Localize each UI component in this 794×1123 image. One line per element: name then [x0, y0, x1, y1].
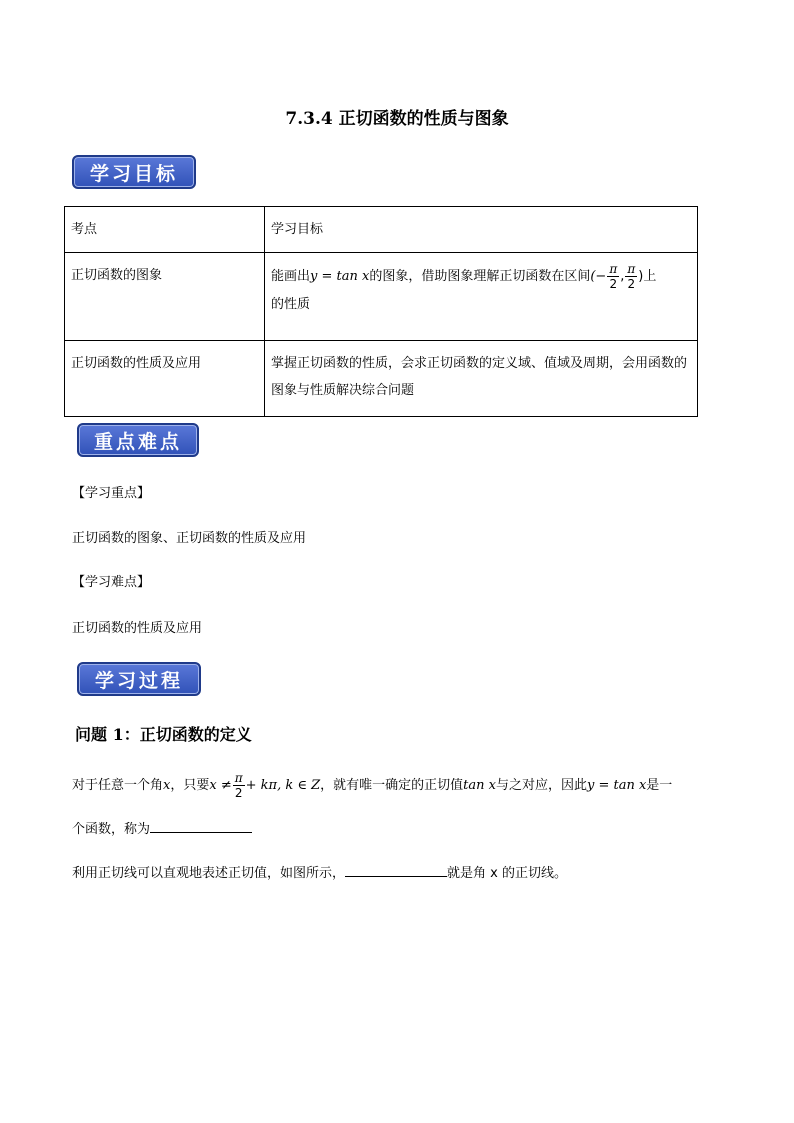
row2-goal: 掌握正切函数的性质，会求正切函数的定义域、值域及周期，会用函数的图象与性质解决综合问题 — [265, 341, 698, 417]
difficulty-text: 正切函数的性质及应用 — [72, 621, 203, 636]
focus-text: 正切函数的图象、正切函数的性质及应用 — [72, 531, 307, 546]
header-topic: 考点 — [65, 207, 265, 253]
goals-table — [64, 206, 698, 417]
math-ytanx: y = tan x — [310, 269, 370, 284]
fraction-pi-over-2: $\frac{\pi}{2}$ — [234, 771, 243, 800]
row2-topic: 正切函数的性质及应用 — [65, 341, 265, 417]
section-badge-process: 学习过程 — [77, 662, 201, 696]
table-row — [65, 341, 698, 417]
fraction-pi-over-2: $\frac{\pi}{2}$ — [627, 262, 636, 291]
section-badge-goals: 学习目标 — [72, 155, 196, 189]
row1-goal: 能画出y = tan x的图象，借助图象理解正切函数在区间(− $\frac{\pi}{2}$ , $\frac{\pi}{2}$ )上 的性质 — [265, 253, 698, 341]
definition-line-2: 个函数，称为 — [72, 818, 252, 837]
row1-topic: 正切函数的图象 — [65, 253, 265, 341]
definition-line-1: 对于任意一个角x，只要x ≠ $\frac{\pi}{2}$ + kπ, k ∈ Z，就有唯一确定的正切值tan x与之对应，因此y = tan x是一 — [72, 771, 673, 800]
fill-in-blank[interactable] — [150, 818, 252, 833]
table-row — [65, 253, 698, 341]
section-badge-key: 重点难点 — [77, 423, 199, 457]
focus-label: 【学习重点】 — [72, 486, 151, 501]
page-title: 7.3.4 正切函数的性质与图象 — [285, 109, 509, 129]
tangent-line-sentence: 利用正切线可以直观地表述正切值，如图所示， 就是角 x 的正切线。 — [72, 862, 567, 881]
difficulty-label: 【学习难点】 — [72, 575, 151, 590]
problem-heading: 问题 1：正切函数的定义 — [75, 725, 252, 744]
header-goal: 学习目标 — [265, 207, 698, 253]
table-header-row — [65, 207, 698, 253]
fraction-pi-over-2: $\frac{\pi}{2}$ — [609, 262, 618, 291]
fill-in-blank[interactable] — [345, 862, 447, 877]
